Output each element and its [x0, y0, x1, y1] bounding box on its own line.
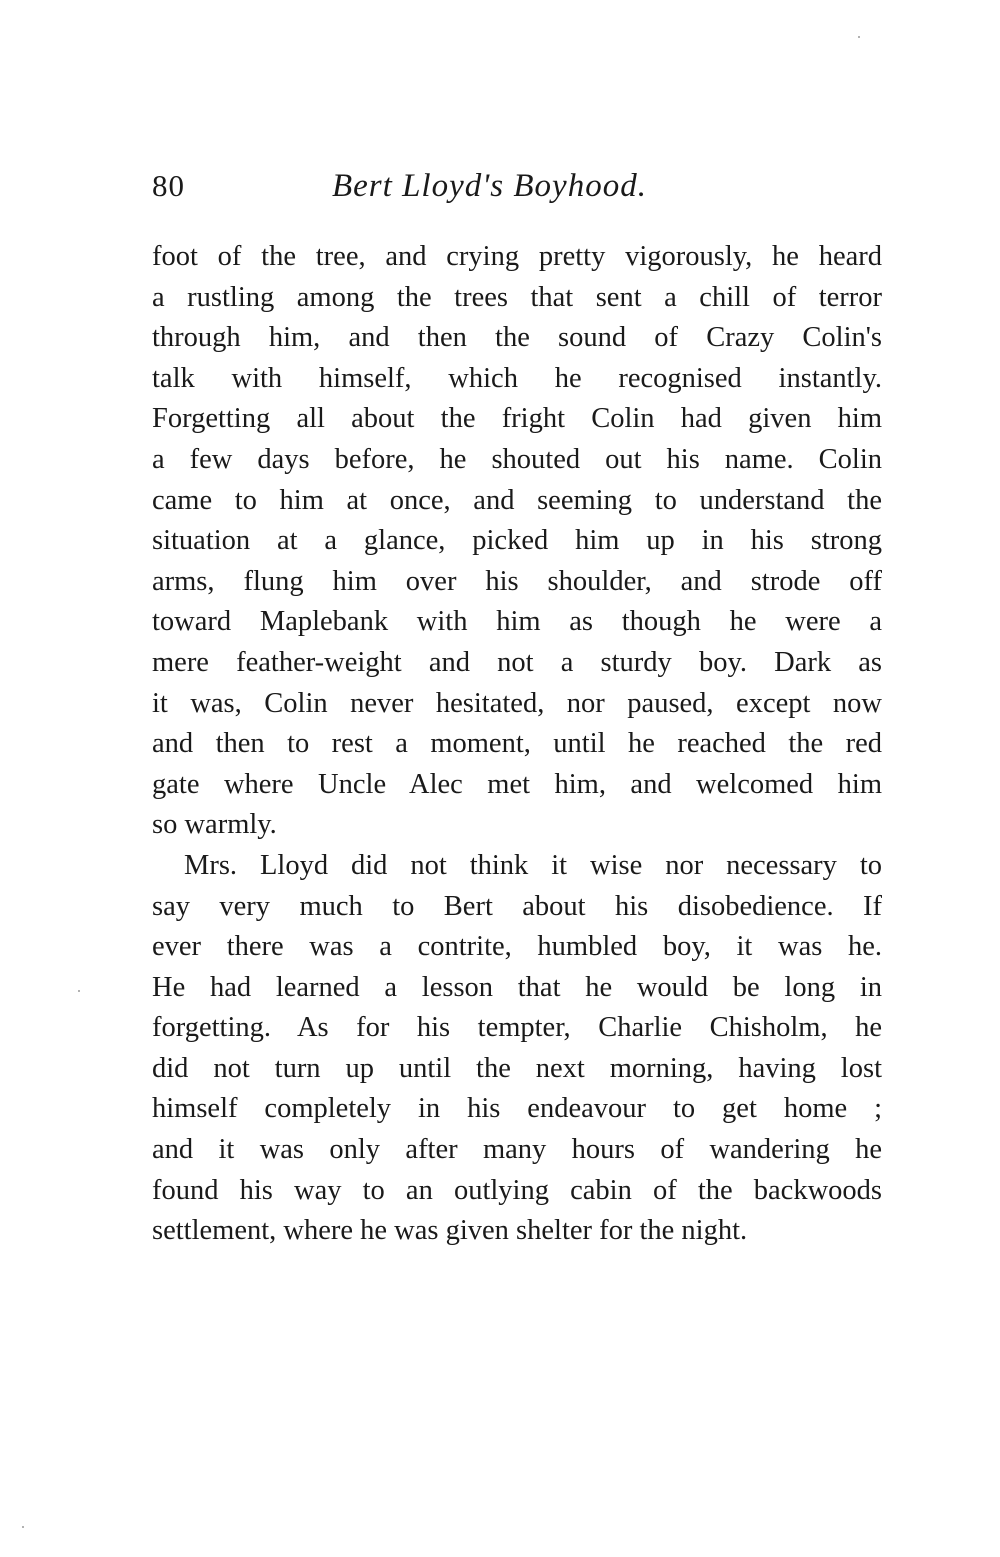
text-line: He had learned a lesson that he would be long in — [152, 971, 882, 1003]
text-line: did not turn up until the next morning, having lost — [152, 1052, 882, 1084]
text-line: it was, Colin never hesitated, nor paused, except now — [152, 687, 882, 719]
text-line: Mrs. Lloyd did not think it wise nor necessary to — [184, 849, 882, 881]
running-title: Bert Lloyd's Boyhood. — [332, 168, 647, 204]
paragraph-2 — [152, 846, 882, 1252]
text-line: gate where Uncle Alec met him, and welcomed him — [152, 768, 882, 800]
text-line: arms, flung him over his shoulder, and strode off — [152, 565, 882, 597]
text-line: settlement, where he was given shelter for the night. — [152, 1215, 748, 1247]
text-line: found his way to an outlying cabin of the backwoods — [152, 1174, 882, 1206]
text-line: so warmly. — [152, 809, 277, 841]
text-line: ever there was a contrite, humbled boy, it was he. — [152, 931, 882, 963]
text-line: a rustling among the trees that sent a chill of terror — [152, 281, 882, 313]
page-number: 80 — [152, 168, 185, 203]
text-line: through him, and then the sound of Crazy Colin's — [152, 322, 882, 354]
text-line: mere feather-weight and not a sturdy boy. Dark as — [152, 646, 882, 678]
body-text — [152, 237, 882, 1252]
text-line: situation at a glance, picked him up in his strong — [152, 525, 882, 557]
scan-speck — [22, 1526, 24, 1528]
text-line: and then to rest a moment, until he reached the red — [152, 728, 882, 760]
text-line: talk with himself, which he recognised instantly. — [152, 362, 882, 394]
text-line: forgetting. As for his tempter, Charlie Chisholm, he — [152, 1012, 882, 1044]
text-line: himself completely in his endeavour to get home ; — [152, 1093, 882, 1125]
scan-speck — [858, 36, 860, 38]
running-head — [152, 161, 882, 211]
text-line: say very much to Bert about his disobedience. If — [152, 890, 882, 922]
scan-speck — [78, 990, 80, 992]
text-line: foot of the tree, and crying pretty vigorously, he heard — [152, 241, 882, 272]
text-line: Forgetting all about the fright Colin had given him — [152, 403, 882, 435]
text-line: came to him at once, and seeming to understand the — [152, 484, 882, 516]
text-line: toward Maplebank with him as though he were a — [152, 606, 882, 638]
text-line: and it was only after many hours of wandering he — [152, 1134, 882, 1166]
paragraph-1 — [152, 237, 882, 846]
text-line: a few days before, he shouted out his name. Colin — [152, 443, 882, 475]
